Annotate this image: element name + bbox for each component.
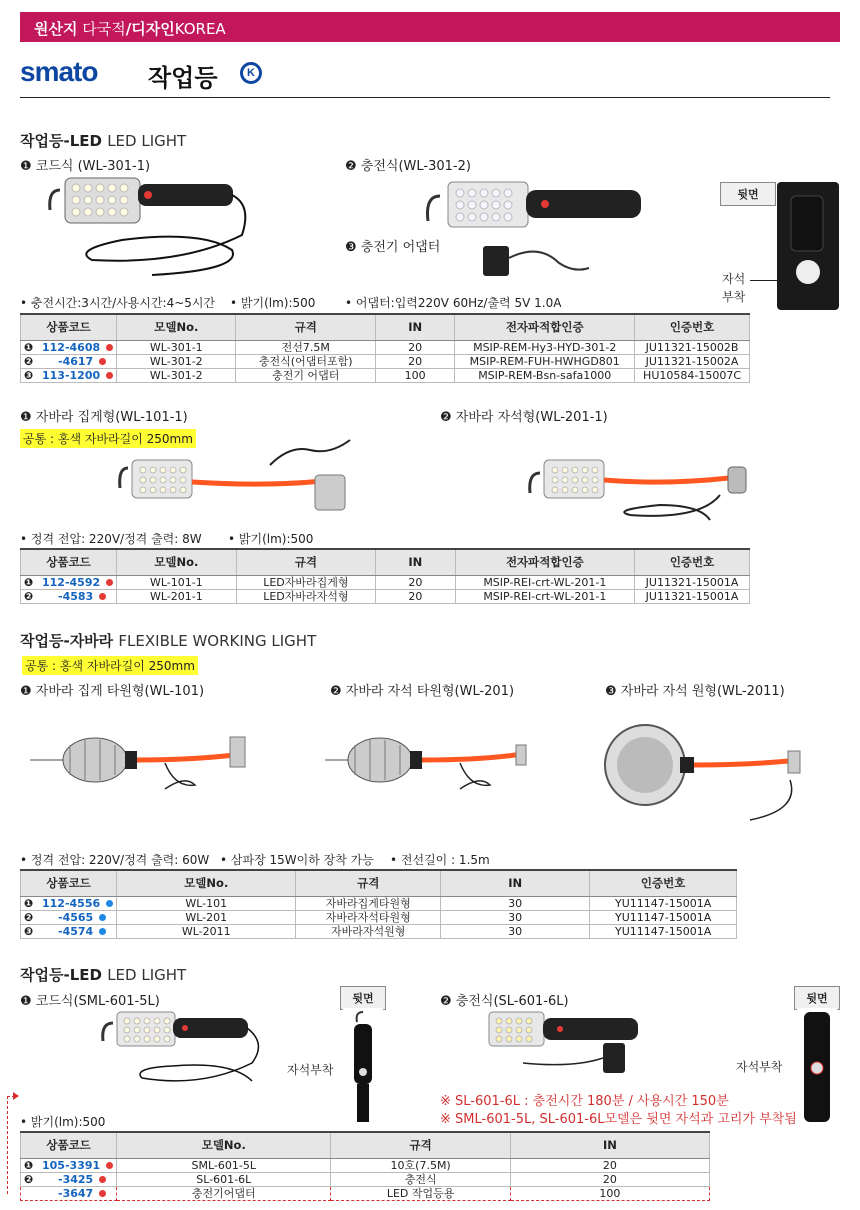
in-qty: 20 [375,354,454,368]
origin-value: 다국적 [82,20,126,38]
gooseneck-clip-oval-lamp-image [25,705,255,800]
model-no: WL-301-1 [117,340,236,354]
cert-no: JU11321-15001A [635,575,750,589]
section1-item2-label: ❷ 충전식(WL-301-2) [345,159,471,174]
section2-item1-label: ❶ 자바라 집게형(WL-101-1) [20,410,188,425]
spec: 자바라집게타원형 [296,896,441,910]
red-dot-icon [99,358,106,365]
table-row [21,575,750,589]
model-no: WL-2011 [117,924,296,938]
spec: 충전식(어댑터포함) [236,354,376,368]
product-code: -3425 [58,1172,94,1186]
table-row [21,1172,710,1186]
spec: LED자바라자석형 [236,589,376,603]
dashed-bracket [7,1096,15,1194]
red-dot-icon [99,593,106,600]
spec: 10호(7.5M) [331,1158,510,1172]
gooseneck-magnet-led-image [520,455,760,535]
product-code: 112-4608 [42,340,101,354]
table-row [21,589,750,603]
header-cert-no: 인증번호 [635,549,750,575]
red-dot-icon [106,372,113,379]
emc-cert: MSIP-REI-crt-WL-201-1 [455,589,635,603]
back-side-photo-2 [796,1008,838,1126]
in-qty: 20 [376,589,455,603]
header-product-code: 상품코드 [21,314,117,340]
model-no: 충전기어댑터 [117,1186,331,1200]
in-qty: 100 [375,368,454,382]
section3-item2-label: ❷ 자바라 자석 타원형(WL-201) [330,684,515,699]
header-model: 모델No. [117,549,236,575]
section1-spec-adapter: • 어댑터:입력220V 60Hz/출력 5V 1.0A [345,296,562,310]
section2-spec-brightness: • 밝기(lm):500 [228,532,314,546]
red-dot-icon [106,579,113,586]
model-no: WL-101 [117,896,296,910]
section4-spec-brightness: • 밝기(lm):500 [20,1115,106,1129]
section4-item2-label: ❷ 충전식(SL-601-6L) [440,994,569,1009]
page-title: 작업등 [148,64,218,92]
in-qty: 30 [441,896,590,910]
header-emc-cert: 전자파적합인증 [455,549,635,575]
product-code: -4574 [58,924,94,938]
gooseneck-magnet-oval-lamp-image [320,705,550,800]
magnet-pointer-line [750,280,778,281]
header-product-code: 상품코드 [21,549,117,575]
product-code: 113-1200 [42,368,101,382]
header-model: 모델No. [117,314,236,340]
header-model: 모델No. [117,870,296,896]
cert-no: YU11147-15001A [590,896,737,910]
section4-note-magnet-hook: ※ SML-601-5L, SL-601-6L모델은 뒷면 자석과 고리가 부착됨 [440,1112,797,1127]
header-spec: 규격 [236,314,376,340]
header-cert-no: 인증번호 [635,314,750,340]
in-qty: 100 [510,1186,709,1200]
row-number: ❶ [24,1158,34,1172]
section3-spec-cable: • 전선길이 : 1.5m [390,853,490,867]
header-cert-no: 인증번호 [590,870,737,896]
in-qty: 20 [510,1158,709,1172]
section4-title-en: LED LIGHT [107,966,187,984]
spec: 자바라자석원형 [296,924,441,938]
origin-bar [20,12,840,42]
header-spec: 규격 [236,549,376,575]
header-product-code: 상품코드 [21,1132,117,1158]
section1-item3-label: ❸ 충전기 어댑터 [345,240,441,255]
section1-spec-brightness: • 밝기(lm):500 [230,296,316,310]
model-no: WL-201-1 [117,589,236,603]
model-no: WL-301-2 [117,368,236,382]
section2-spec-voltage: • 정격 전압: 220V/정격 출력: 8W [20,532,202,546]
section1-spec-charge-time: • 충전시간:3시간/사용시간:4~5시간 [20,296,216,310]
corded-led-worklight-image [40,170,290,285]
section2-common-note: 공통 : 홍색 자바라길이 250mm [20,429,196,448]
spec: 전선7.5M [236,340,376,354]
cert-no: HU10584-15007C [635,368,750,382]
product-code: -4583 [58,589,94,603]
charger-adapter-image [475,238,595,288]
table-row [21,924,737,938]
design-label: /디자인 [125,20,175,38]
section4-title-ko: 작업등-LED [20,966,102,984]
section3-spec-voltage: • 정격 전압: 220V/정격 출력: 60W [20,853,210,867]
table-row [21,910,737,924]
table-row [21,896,737,910]
cert-no: JU11321-15001A [635,589,750,603]
section1-title [20,130,186,151]
header-in: IN [510,1132,709,1158]
header-model: 모델No. [117,1132,331,1158]
arrow-right-icon [13,1092,19,1100]
section3-common-note: 공통 : 홍색 자바라길이 250mm [22,656,198,675]
in-qty: 20 [376,575,455,589]
model-no: WL-201 [117,910,296,924]
section2-item2-label: ❷ 자바라 자석형(WL-201-1) [440,410,608,425]
section4-title [20,964,186,985]
product-code: -4617 [58,354,94,368]
spec: LED자바라집게형 [236,575,376,589]
in-qty: 20 [375,340,454,354]
section1-item1-label: ❶ 코드식 (WL-301-1) [20,159,151,174]
spec: 충전식 [331,1172,510,1186]
table-row [21,368,750,382]
header-divider [20,97,830,98]
corded-sml-worklight-image [95,1008,275,1093]
product-code: -3647 [58,1186,94,1200]
section4-table [20,1131,710,1201]
in-qty: 30 [441,910,590,924]
row-number: ❷ [24,910,34,924]
table-row [21,340,750,354]
row-number: ❷ [24,354,34,368]
cert-no: YU11147-15001A [590,910,737,924]
rechargeable-sl-worklight-image [485,1008,645,1083]
section4-back-label-2: 뒷면 [794,986,840,1010]
emc-cert: MSIP-REI-crt-WL-201-1 [455,575,635,589]
cert-no: JU11321-15002B [635,340,750,354]
emc-cert: MSIP-REM-Hy3-HYD-301-2 [455,340,635,354]
row-number: ❶ [24,340,34,354]
red-dot-icon [99,1176,106,1183]
section1-table [20,313,750,383]
kc-certification-icon: K [240,62,262,84]
magnet-label-line2: 부착 [722,290,746,304]
header-emc-cert: 전자파적합인증 [455,314,635,340]
row-number: ❸ [24,368,34,382]
model-no: SL-601-6L [117,1172,331,1186]
product-code: 112-4556 [42,896,101,910]
section4-item1-label: ❶ 코드식(SML-601-5L) [20,994,160,1009]
section3-item1-label: ❶ 자바라 집게 타원형(WL-101) [20,684,205,699]
section3-title-en: FLEXIBLE WORKING LIGHT [118,632,317,650]
section3-spec-bulb: • 삼파장 15W이하 장착 가능 [220,853,374,867]
red-dot-icon [99,1190,106,1197]
section4-back-label-1: 뒷면 [340,986,386,1010]
product-code: -4565 [58,910,94,924]
section1-title-en: LED LIGHT [107,132,187,150]
spec: 충전기 어댑터 [236,368,376,382]
row-number: ❶ [24,896,34,910]
model-no: WL-301-2 [117,354,236,368]
in-qty: 20 [510,1172,709,1186]
table-row [21,1158,710,1172]
blue-dot-icon [99,928,106,935]
spec: LED 작업등용 [331,1186,510,1200]
row-number: ❷ [24,589,34,603]
section3-table [20,869,737,939]
emc-cert: MSIP-REM-Bsn-safa1000 [455,368,635,382]
section3-item3-label: ❸ 자바라 자석 원형(WL-2011) [605,684,785,699]
spec: 자바라자석타원형 [296,910,441,924]
red-dot-icon [106,344,113,351]
section4-magnet-label-2: 자석부착 [736,1060,783,1074]
section4-magnet-label-1: 자석부착 [287,1063,334,1077]
gooseneck-clip-led-image [110,420,370,530]
row-number: ❶ [24,575,34,589]
section3-title [20,630,316,651]
model-no: WL-101-1 [117,575,236,589]
origin-label: 원산지 [34,20,78,38]
header-in: IN [376,549,455,575]
row-number: ❸ [24,924,34,938]
table-row [21,354,750,368]
section1-back-label: 뒷면 [720,182,776,206]
row-number: ❷ [24,1172,34,1186]
in-qty: 30 [441,924,590,938]
magnet-label-line1: 자석 [722,272,746,286]
design-value: KOREA [174,20,226,38]
rechargeable-led-worklight-image [420,178,650,233]
header-in: IN [375,314,454,340]
gooseneck-magnet-round-lamp-image [600,705,830,830]
section1-title-ko: 작업등-LED [20,132,102,150]
red-dot-icon [106,1162,113,1169]
header-in: IN [441,870,590,896]
header-spec: 규격 [296,870,441,896]
cert-no: YU11147-15001A [590,924,737,938]
product-code: 105-3391 [42,1158,101,1172]
blue-dot-icon [106,900,113,907]
brand-logo: smato [20,56,98,87]
cert-no: JU11321-15002A [635,354,750,368]
section4-note-charge-time: ※ SL-601-6L : 충전시간 180분 / 사용시간 150분 [440,1094,729,1109]
header-product-code: 상품코드 [21,870,117,896]
back-side-photo-1 [342,1008,384,1126]
model-no: SML-601-5L [117,1158,331,1172]
emc-cert: MSIP-REM-FUH-HWHGD801 [455,354,635,368]
section2-table [20,548,750,604]
product-code: 112-4592 [42,575,101,589]
section3-title-ko: 작업등-자바라 [20,632,114,650]
header-spec: 규격 [331,1132,510,1158]
back-side-magnet-photo [777,182,839,310]
table-row-highlighted [21,1186,710,1200]
blue-dot-icon [99,914,106,921]
